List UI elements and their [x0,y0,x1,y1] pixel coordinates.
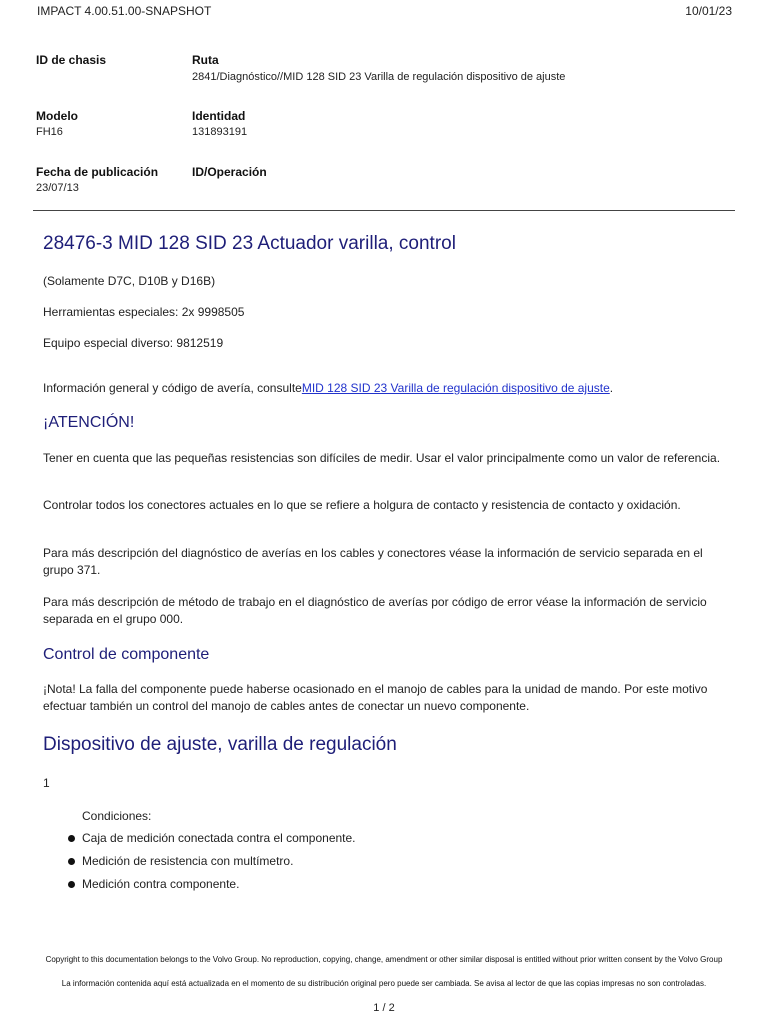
bullet-icon [68,835,75,842]
special-tools: Herramientas especiales: 2x 9998505 [43,305,245,319]
conditions-label: Condiciones: [82,809,152,823]
operation-label: ID/Operación [192,165,267,179]
pubdate-value: 23/07/13 [36,182,79,194]
footer-disclaimer: La información contenida aquí está actualizada en el momento de su distribución original pero puede ser cambiada. Se avisa al lector de que las copias impresas no son controladas. [61,979,707,988]
info-reference [43,380,723,397]
attention-heading: ¡ATENCIÓN! [43,414,135,431]
engine-note: (Solamente D7C, D10B y D16B) [43,274,216,288]
info-suffix: . [609,381,614,395]
condition-item [68,877,239,891]
pubdate-label: Fecha de publicación [36,165,159,179]
app-version: IMPACT 4.00.51.00-SNAPSHOT [37,4,212,18]
device-heading: Dispositivo de ajuste, varilla de regulación [43,734,397,755]
info-link[interactable]: MID 128 SID 23 Varilla de regulación dispositivo de ajuste [301,381,610,395]
condition-text: Medición contra componente. [82,877,240,891]
header-divider [33,210,735,211]
component-paragraph: ¡Nota! La falla del componente puede haberse ocasionado en el manojo de cables para la unidad de mando. Por este motivo efectuar también un control del manojo de cables antes de conectar un nuevo componente. [43,682,708,713]
attention-paragraph-4: Para más descripción de método de trabajo en el diagnóstico de averías por código de error véase la información de servicio separada en el grupo 000. [43,595,707,626]
route-label: Ruta [192,53,219,67]
chassis-label: ID de chasis [36,53,107,67]
component-heading: Control de componente [43,646,210,663]
condition-text: Medición de resistencia con multímetro. [82,854,294,868]
model-label: Modelo [36,109,78,123]
identity-value: 131893191 [192,126,248,138]
model-value: FH16 [36,126,63,138]
attention-paragraph-1: Tener en cuenta que las pequeñas resistencias son difíciles de medir. Usar el valor principalmente como un valor de referencia. [43,451,721,465]
print-date: 10/01/23 [685,4,732,18]
condition-item [68,854,293,868]
route-value: 2841/Diagnóstico//MID 128 SID 23 Varilla de regulación dispositivo de ajuste [192,71,566,83]
bullet-icon [68,858,75,865]
attention-paragraph-3: Para más descripción del diagnóstico de averías en los cables y conectores véase la información de servicio separada en el grupo 371. [43,546,703,577]
attention-paragraph-2: Controlar todos los conectores actuales en lo que se refiere a holgura de contacto y resistencia de contacto y oxidación. [43,498,681,512]
identity-label: Identidad [192,109,246,123]
step-number: 1 [43,776,50,790]
bullet-icon [68,881,75,888]
info-prefix: Información general y código de avería, consulte [43,381,302,395]
condition-item [68,831,356,845]
page-title: 28476-3 MID 128 SID 23 Actuador varilla, control [43,233,456,254]
footer-copyright: Copyright to this documentation belongs to the Volvo Group. No reproduction, copying, change, amendment or other similar disposal is entitled without prior written consent by the Volvo Group [45,955,723,964]
page-number: 1 / 2 [373,1002,395,1014]
condition-text: Caja de medición conectada contra el componente. [82,831,356,845]
special-equipment: Equipo especial diverso: 9812519 [43,336,224,350]
